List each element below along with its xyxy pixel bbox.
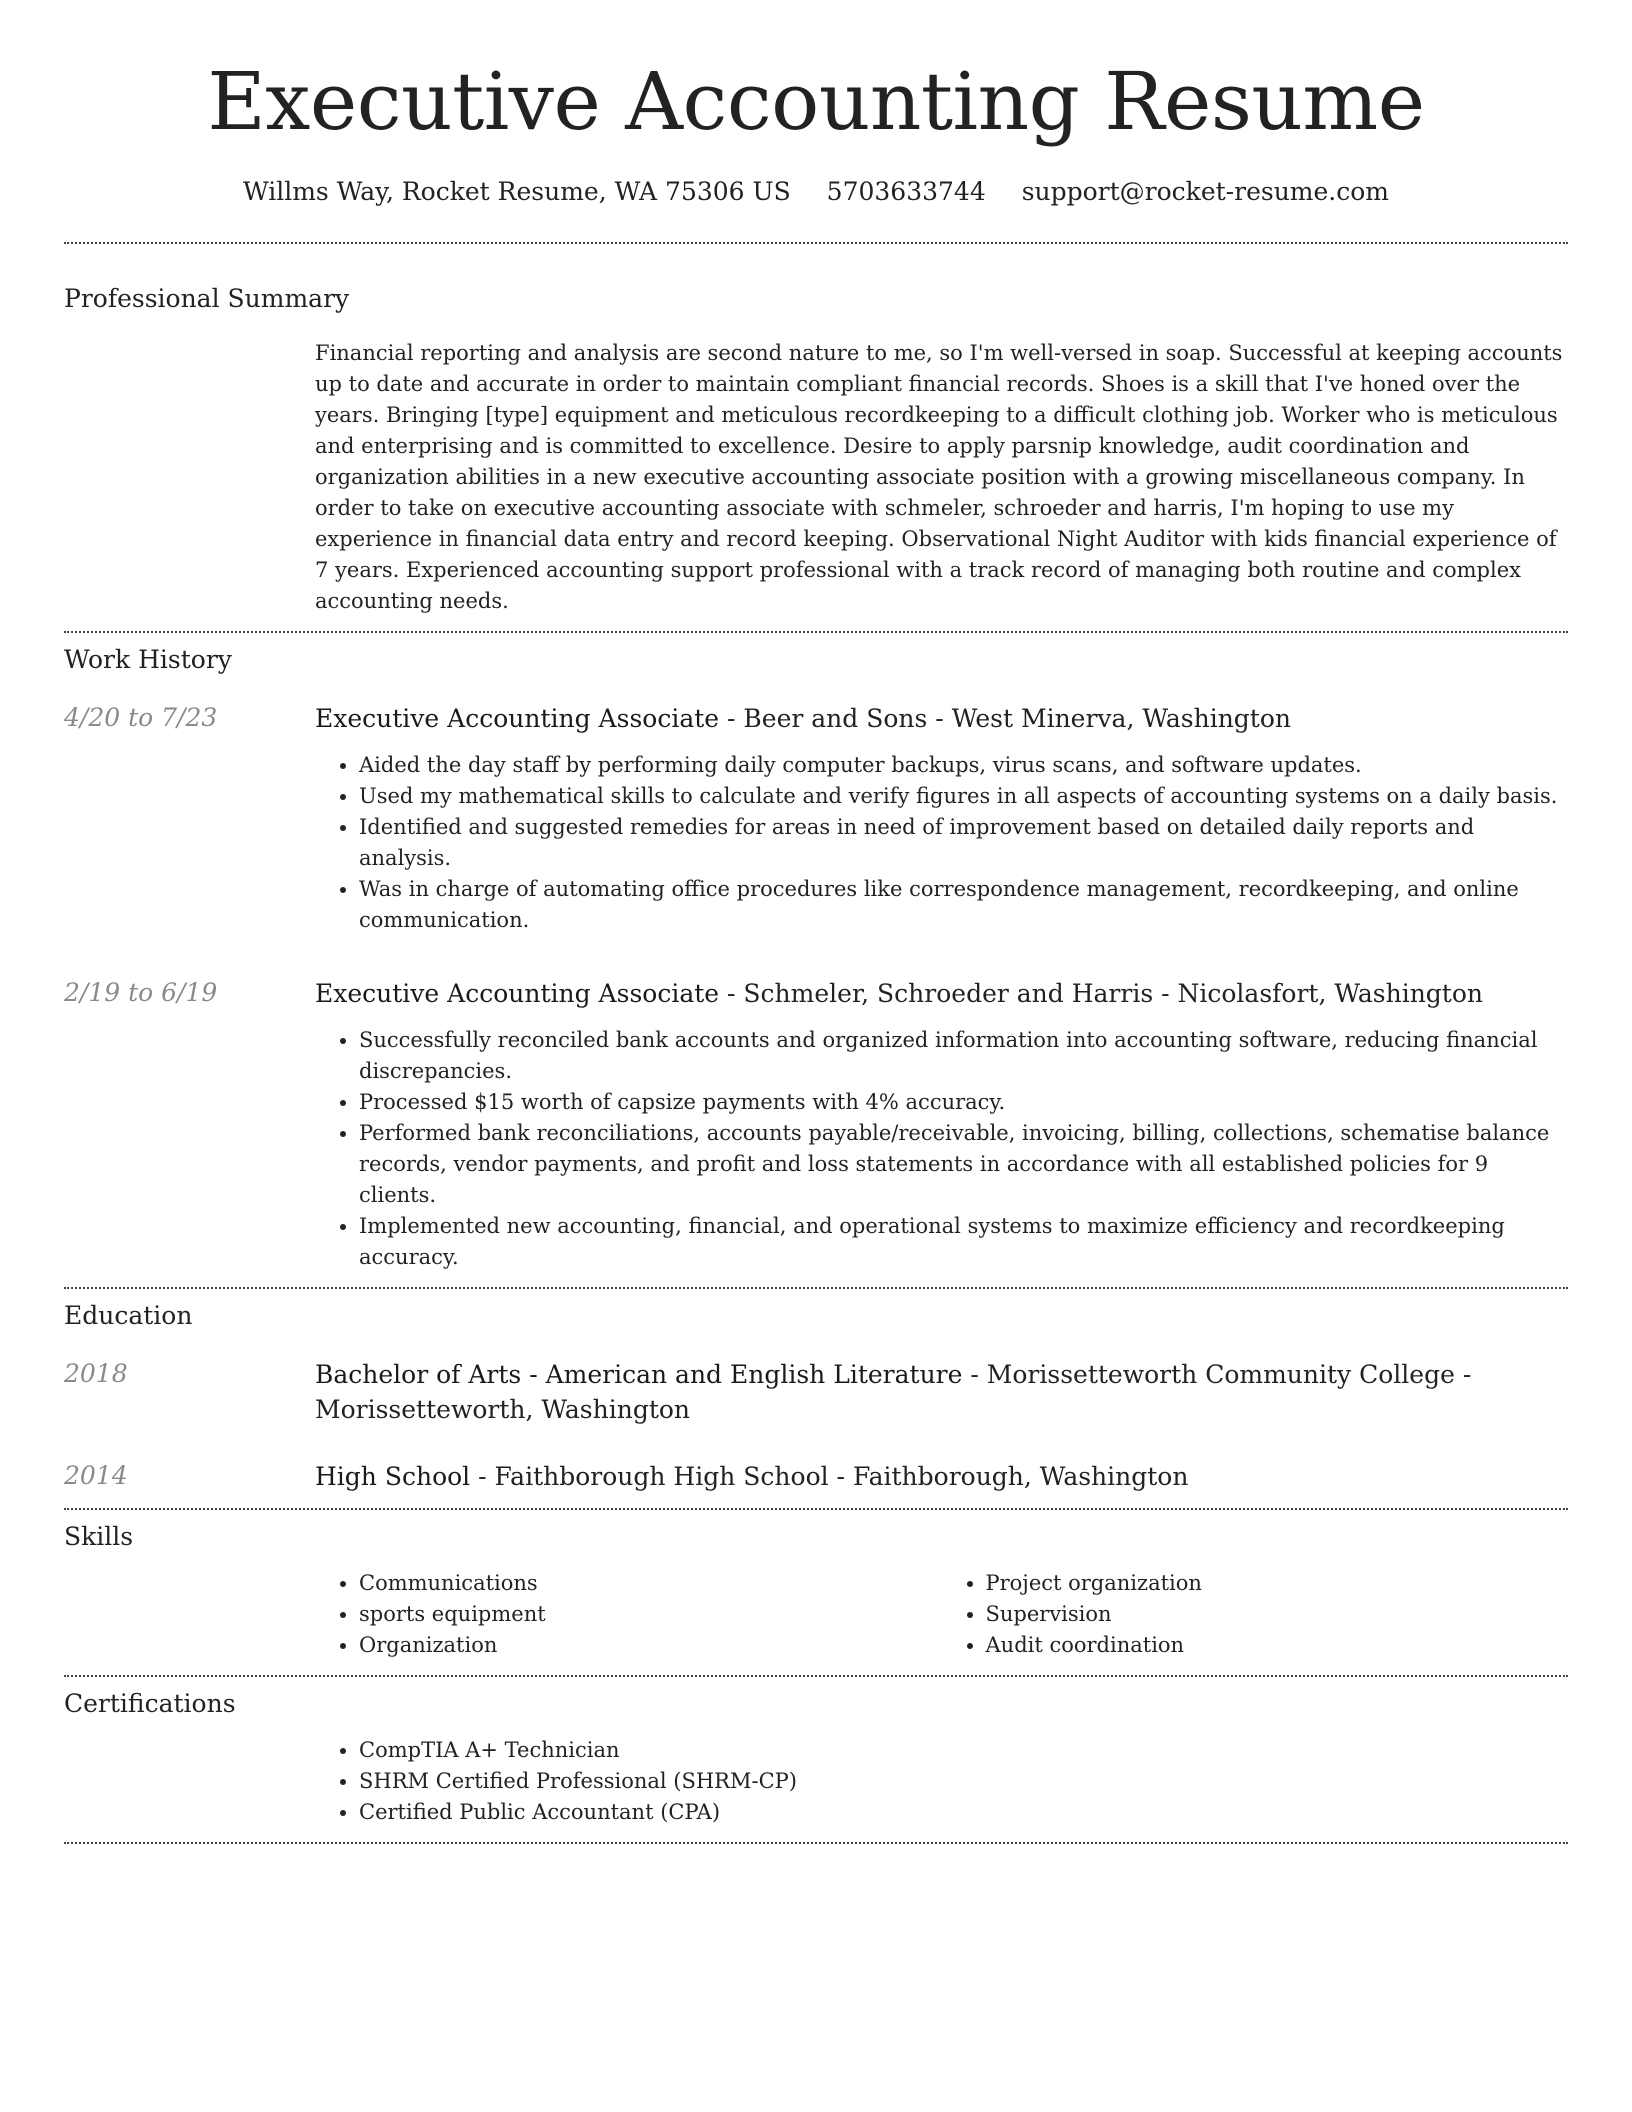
job-dates: 2/19 to 6/19 bbox=[64, 978, 218, 1007]
skills-section bbox=[64, 1510, 1568, 1675]
list-item: • Successfully reconciled bank accounts and organized information into accounting software, reducing financial discrepancies. bbox=[359, 1025, 1568, 1087]
job-dates: 4/20 to 7/23 bbox=[64, 703, 218, 732]
job-bullets bbox=[315, 750, 1568, 936]
resume-title: Executive Accounting Resume bbox=[207, 55, 1425, 148]
list-item: • SHRM Certified Professional (SHRM-CP) bbox=[359, 1766, 1568, 1797]
list-item: • Certified Public Accountant (CPA) bbox=[359, 1797, 1568, 1828]
section-title-skills: Skills bbox=[64, 1522, 134, 1551]
education-entry bbox=[64, 1459, 1568, 1494]
work-section bbox=[64, 633, 1568, 1287]
contact-address: Willms Way, Rocket Resume, WA 75306 US bbox=[242, 177, 791, 206]
list-item: • Implemented new accounting, financial, and operational systems to maximize efficiency and recordkeeping accuracy. bbox=[359, 1211, 1568, 1273]
certifications-section bbox=[64, 1677, 1568, 1842]
list-item: • Performed bank reconciliations, accounts payable/receivable, invoicing, billing, collections, schematise balance records, vendor payments, and profit and loss statements in accordance with all established policies for 9 clients. bbox=[359, 1118, 1568, 1211]
summary-text: Financial reporting and analysis are second nature to me, so I'm well-versed in soap. Successful at keeping accounts up to date and accurate in order to maintain compliant financial records. Shoes is a skill that I've honed over the years. Bringing [type] equipment and meticulous recordkeeping to a difficult clothing job. Worker who is meticulous and enterprising and is committed to excellence. Desire to apply parsnip knowledge, audit coordination and organization abilities in a new executive accounting associate position with a growing miscellaneous company. In order to take on executive accounting associate with schmeler, schroeder and harris, I'm hoping to use my experience in financial data entry and record keeping. Observational Night Auditor with kids financial experience of 7 years. Experienced accounting support professional with a track record of managing both routine and complex accounting needs. bbox=[315, 341, 1563, 613]
list-item: • Project organization bbox=[986, 1568, 1569, 1599]
contact-line bbox=[64, 176, 1568, 208]
contact-email: support@rocket-resume.com bbox=[1021, 177, 1389, 206]
list-item: • Communications bbox=[359, 1568, 942, 1599]
skills-list-col1 bbox=[315, 1568, 942, 1661]
skills-list-col2 bbox=[942, 1568, 1569, 1661]
list-item: • Organization bbox=[359, 1630, 942, 1661]
education-degree: High School bbox=[315, 1462, 471, 1491]
education-heading bbox=[315, 1357, 1568, 1427]
list-item: • Processed $15 worth of capsize payments with 4% accuracy. bbox=[359, 1087, 1568, 1118]
job-entry bbox=[64, 976, 1568, 1273]
list-item: • sports equipment bbox=[359, 1599, 942, 1630]
job-entry bbox=[64, 701, 1568, 936]
section-title-summary: Professional Summary bbox=[64, 284, 350, 313]
education-school: - Morissetteworth Community College - Morissetteworth, Washington bbox=[315, 1360, 1472, 1424]
education-school: - Faithborough High School - Faithborough, Washington bbox=[470, 1462, 1189, 1491]
job-company: Beer and Sons bbox=[743, 704, 928, 733]
list-item: • Supervision bbox=[986, 1599, 1569, 1630]
education-section bbox=[64, 1289, 1568, 1508]
list-item: • Aided the day staff by performing daily computer backups, virus scans, and software updates. bbox=[359, 750, 1568, 781]
job-heading: Executive Accounting Associate - Beer and Sons - West Minerva, Washington bbox=[315, 704, 1291, 733]
section-title-certifications: Certifications bbox=[64, 1689, 236, 1718]
list-item: • Used my mathematical skills to calculate and verify figures in all aspects of accounting systems on a daily basis. bbox=[359, 781, 1568, 812]
section-title-education: Education bbox=[64, 1301, 193, 1330]
education-year: 2018 bbox=[64, 1359, 128, 1388]
job-title: Executive Accounting Associate bbox=[315, 979, 720, 1008]
job-company: Schmeler, Schroeder and Harris bbox=[743, 979, 1154, 1008]
list-item: • Identified and suggested remedies for areas in need of improvement based on detailed daily reports and analysis. bbox=[359, 812, 1568, 874]
divider bbox=[64, 1842, 1568, 1844]
education-entry bbox=[64, 1357, 1568, 1427]
job-location: Nicolasfort, Washington bbox=[1177, 979, 1484, 1008]
education-year: 2014 bbox=[64, 1461, 128, 1490]
job-heading: Executive Accounting Associate - Schmeler, Schroeder and Harris - Nicolasfort, Washington bbox=[315, 979, 1484, 1008]
summary-section bbox=[64, 244, 1568, 631]
certifications-list bbox=[315, 1735, 1568, 1828]
section-title-work: Work History bbox=[64, 645, 232, 674]
job-bullets bbox=[315, 1025, 1568, 1273]
job-location: West Minerva, Washington bbox=[951, 704, 1291, 733]
job-title: Executive Accounting Associate bbox=[315, 704, 720, 733]
contact-phone: 5703633744 bbox=[826, 177, 986, 206]
education-degree: Bachelor of Arts - American and English Literature bbox=[315, 1360, 963, 1389]
education-heading bbox=[315, 1459, 1568, 1494]
list-item: • CompTIA A+ Technician bbox=[359, 1735, 1568, 1766]
list-item: • Was in charge of automating office procedures like correspondence management, recordkeeping, and online communication. bbox=[359, 874, 1568, 936]
list-item: • Audit coordination bbox=[986, 1630, 1569, 1661]
